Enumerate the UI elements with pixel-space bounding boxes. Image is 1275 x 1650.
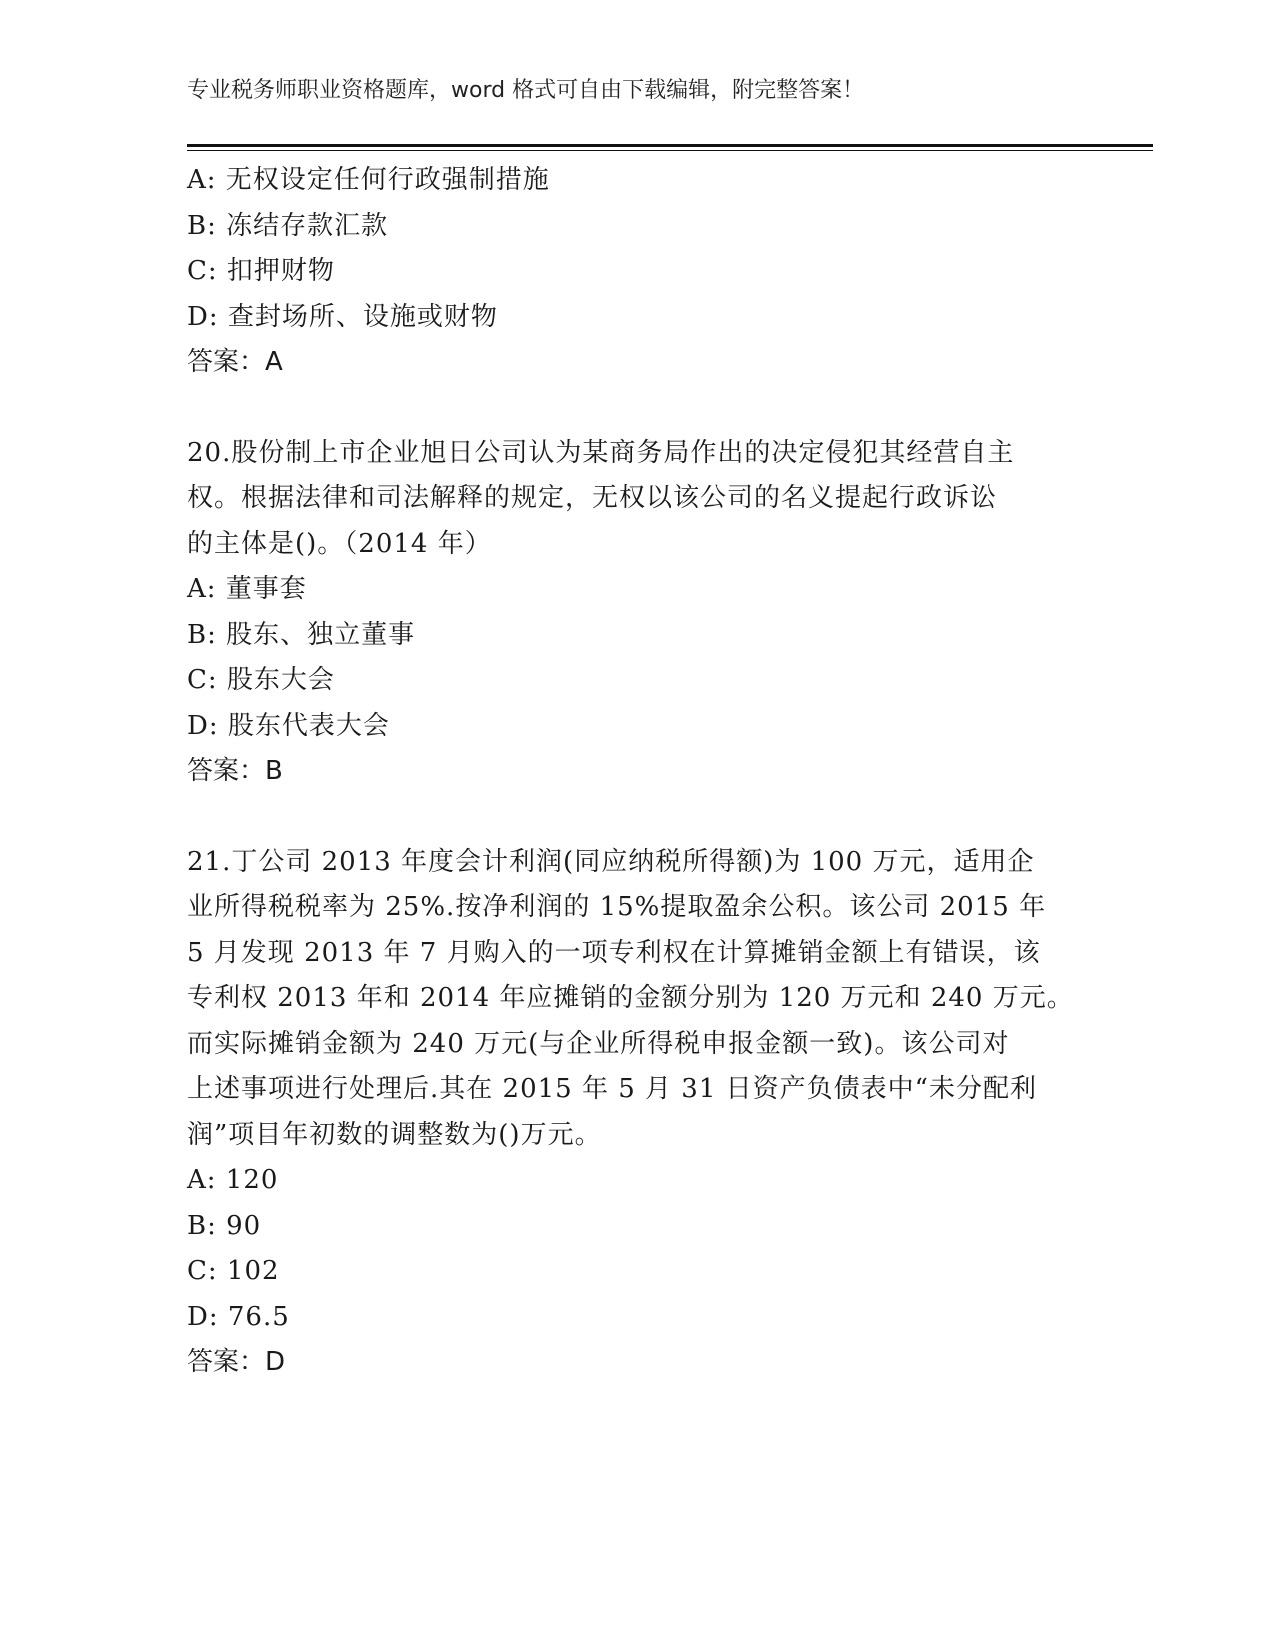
question-stem-line: 润”项目年初数的调整数为()万元。 [187, 1119, 602, 1150]
question-stem-line: 权。根据法律和司法解释的规定，无权以该公司的名义提起行政诉讼 [187, 483, 998, 513]
answer: 答案：D [187, 1347, 286, 1377]
question-stem-line: 21.丁公司 2013 年度会计利润(同应纳税所得额)为 100 万元，适用企 [187, 846, 1035, 877]
question-stem-line: 业所得税税率为 25%.按净利润的 15%提取盈余公积。该公司 2015 年 [187, 892, 1047, 922]
option-a: A: 120 [187, 1165, 279, 1195]
question-stem-line: 5 月发现 2013 年 7 月购入的一项专利权在计算摊销金额上有错误，该 [187, 937, 1041, 968]
question-content [187, 158, 1087, 1386]
option-a: A: 无权设定任何行政强制措施 [187, 165, 550, 195]
question-stem-line: 上述事项进行处理后.其在 2015 年 5 月 31 日资产负债表中“未分配利 [187, 1074, 1037, 1104]
answer: 答案：A [187, 347, 283, 377]
option-d: D: 股东代表大会 [187, 710, 390, 741]
option-b: B: 股东、独立董事 [187, 619, 416, 650]
option-d: D: 76.5 [187, 1301, 290, 1332]
option-c: C: 股东大会 [187, 665, 335, 695]
question-20 [187, 431, 1087, 795]
header-rule-thin [187, 150, 1153, 151]
option-b: B: 90 [187, 1210, 262, 1241]
option-a: A: 董事套 [187, 574, 307, 604]
question-stem-line: 的主体是()。（2014 年） [187, 528, 492, 559]
answer: 答案：B [187, 756, 283, 786]
question-stem-line: 专利权 2013 年和 2014 年应摊销的金额分别为 120 万元和 240 万元。 [187, 983, 1074, 1013]
page-header: 专业税务师职业资格题库，word 格式可自由下载编辑，附完整答案！ [187, 78, 865, 103]
question-19 [187, 158, 1087, 386]
spacer [187, 795, 1087, 840]
question-21 [187, 840, 1087, 1386]
question-stem-line: 20.股份制上市企业旭日公司认为某商务局作出的决定侵犯其经营自主 [187, 437, 1015, 468]
spacer [187, 386, 1087, 431]
option-c: C: 102 [187, 1256, 280, 1286]
header-rule-thick [187, 144, 1153, 147]
question-stem-line: 而实际摊销金额为 240 万元(与企业所得税申报金额一致)。该公司对 [187, 1028, 1010, 1059]
option-d: D: 查封场所、设施或财物 [187, 301, 498, 332]
option-c: C: 扣押财物 [187, 256, 335, 286]
option-b: B: 冻结存款汇款 [187, 210, 389, 241]
